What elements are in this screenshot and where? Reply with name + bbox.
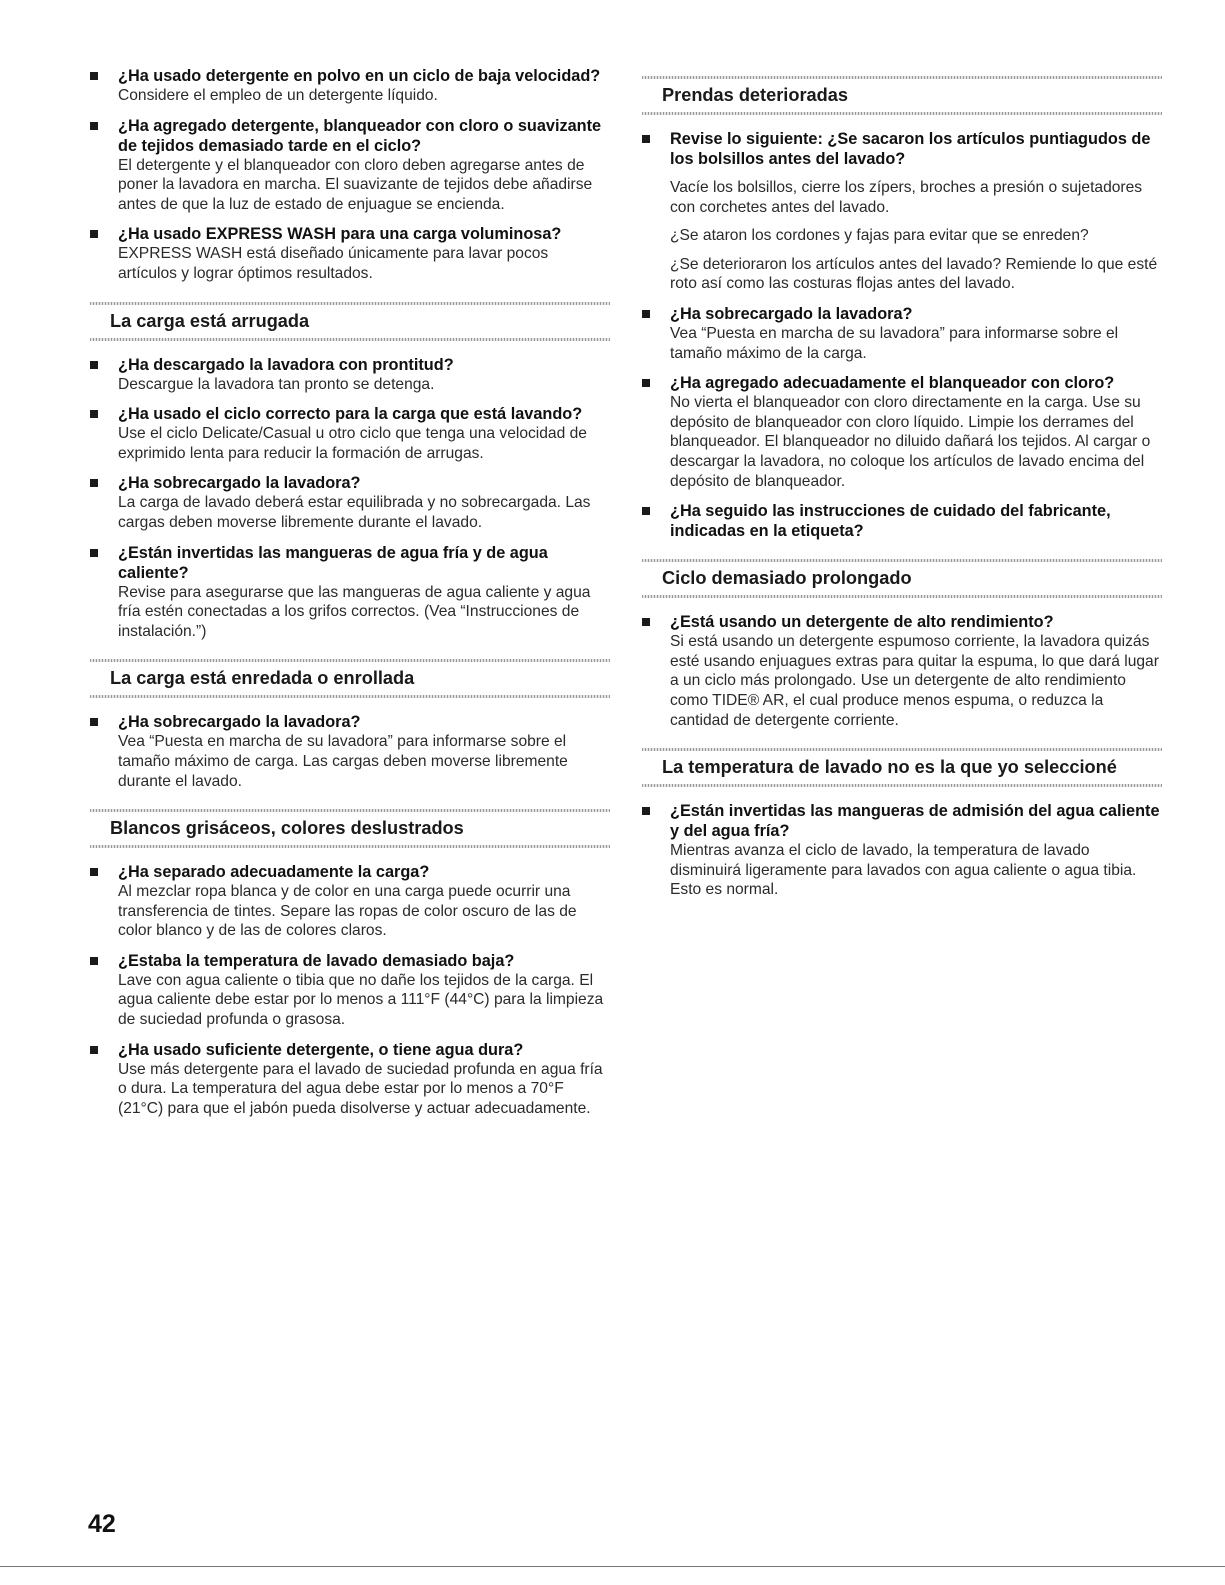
dotted-rule bbox=[90, 845, 610, 848]
faq-answer: Si está usando un detergente espumoso corriente, la lavadora quizás esté usando enjuagues extras para quitar la espuma, lo que dará lugar a un ciclo más prolongado. Use un detergente de alto rendimiento como TIDE® AR, el cual produce menos espuma, o reduzca la cantidad de detergente corriente. bbox=[670, 633, 1159, 729]
section-header bbox=[90, 809, 610, 848]
faq-answer: Revise para asegurarse que las mangueras de agua caliente y agua fría estén conectadas a los grifos correctos. (Vea “Instrucciones de instalación.”) bbox=[118, 583, 591, 640]
faq-answer: Vea “Puesta en marcha de su lavadora” para informarse sobre el tamaño máximo de carga. Las cargas deben moverse libremente durante el lavado. bbox=[118, 733, 568, 790]
section-heading: Ciclo demasiado prolongado bbox=[662, 568, 912, 589]
section-heading: La temperatura de lavado no es la que yo seleccioné bbox=[662, 757, 1117, 778]
square-bullet-icon bbox=[90, 230, 98, 238]
section-header bbox=[642, 559, 1162, 598]
faq-answer: Al mezclar ropa blanca y de color en una carga puede ocurrir una transferencia de tintes. Separe las ropas de color oscuro de las de color blanco y de las de colores claros. bbox=[118, 883, 577, 940]
square-bullet-icon bbox=[90, 868, 98, 876]
square-bullet-icon bbox=[90, 957, 98, 965]
faq-item bbox=[90, 355, 610, 395]
faq-answer: Lave con agua caliente o tibia que no dañe los tejidos de la carga. El agua caliente debe estar por lo menos a 111°F (44°C) para la limpieza de suciedad profunda o grasosa. bbox=[118, 971, 604, 1029]
faq-item bbox=[90, 1040, 610, 1119]
faq-item bbox=[90, 404, 610, 463]
square-bullet-icon bbox=[90, 361, 98, 369]
faq-answer: Considere el empleo de un detergente líquido. bbox=[118, 87, 438, 104]
section-header bbox=[642, 76, 1162, 115]
faq-item bbox=[642, 373, 1162, 491]
faq-item bbox=[642, 304, 1162, 363]
square-bullet-icon bbox=[642, 618, 650, 626]
faq-item bbox=[642, 501, 1162, 541]
faq-question: ¿Están invertidas las mangueras de agua fría y de agua caliente? bbox=[118, 543, 548, 582]
faq-question: ¿Están invertidas las mangueras de admisión del agua caliente y del agua fría? bbox=[670, 802, 1160, 841]
faq-item bbox=[642, 612, 1162, 730]
bottom-rule bbox=[0, 1566, 1225, 1567]
square-bullet-icon bbox=[642, 379, 650, 387]
square-bullet-icon bbox=[90, 122, 98, 130]
faq-answer: La carga de lavado deberá estar equilibrada y no sobrecargada. Las cargas deben moverse libremente durante el lavado. bbox=[118, 494, 591, 531]
right-column bbox=[642, 76, 1162, 910]
faq-question: ¿Ha agregado detergente, blanqueador con cloro o suavizante de tejidos demasiado tarde en el ciclo? bbox=[118, 116, 602, 155]
square-bullet-icon bbox=[90, 479, 98, 487]
dotted-rule bbox=[90, 695, 610, 698]
square-bullet-icon bbox=[90, 72, 98, 80]
dotted-rule bbox=[642, 112, 1162, 115]
faq-question: ¿Ha usado detergente en polvo en un ciclo de baja velocidad? bbox=[118, 67, 601, 85]
section-heading: Blancos grisáceos, colores deslustrados bbox=[110, 818, 464, 839]
faq-answer: EXPRESS WASH está diseñado únicamente para lavar pocos artículos y lograr óptimos resultados. bbox=[118, 245, 549, 282]
faq-item bbox=[90, 543, 610, 642]
section-header bbox=[642, 748, 1162, 787]
faq-answer: Mientras avanza el ciclo de lavado, la temperatura de lavado disminuirá ligeramente para lavados con agua caliente o agua tibia. Esto es normal. bbox=[670, 842, 1137, 899]
faq-item bbox=[90, 951, 610, 1030]
faq-answer: Use más detergente para el lavado de suciedad profunda en agua fría o dura. La temperatura del agua debe estar por lo menos a 70°F (21°C) para que el jabón pueda disolverse y actuar adecuadamente. bbox=[118, 1060, 603, 1117]
faq-answer: ¿Se ataron los cordones y fajas para evitar que se enreden? bbox=[670, 227, 1089, 245]
left-column bbox=[90, 66, 610, 1128]
faq-answer: Vacíe los bolsillos, cierre los zípers, broches a presión o sujetadores con corchetes antes del lavado. bbox=[670, 179, 1143, 216]
faq-answer: Descargue la lavadora tan pronto se detenga. bbox=[118, 375, 435, 393]
faq-item bbox=[642, 801, 1162, 900]
faq-item bbox=[90, 712, 610, 791]
square-bullet-icon bbox=[90, 718, 98, 726]
section-header bbox=[90, 659, 610, 698]
page-number: 42 bbox=[88, 1510, 116, 1538]
dotted-rule bbox=[642, 595, 1162, 598]
faq-item bbox=[90, 116, 610, 215]
faq-question: ¿Ha usado EXPRESS WASH para una carga voluminosa? bbox=[118, 225, 562, 244]
faq-question: ¿Ha seguido las instrucciones de cuidado del fabricante, indicadas en la etiqueta? bbox=[670, 502, 1111, 541]
faq-question: Revise lo siguiente: ¿Se sacaron los artículos puntiagudos de los bolsillos antes del lavado? bbox=[670, 130, 1151, 168]
square-bullet-icon bbox=[90, 410, 98, 418]
faq-question: ¿Ha descargado la lavadora con prontitud? bbox=[118, 355, 454, 374]
faq-item bbox=[642, 129, 1162, 294]
square-bullet-icon bbox=[642, 507, 650, 515]
faq-item bbox=[90, 66, 610, 106]
faq-answer: Use el ciclo Delicate/Casual u otro ciclo que tenga una velocidad de exprimido lenta para reducir la formación de arrugas. bbox=[118, 425, 587, 462]
faq-question: ¿Ha usado el ciclo correcto para la carga que está lavando? bbox=[118, 405, 583, 424]
faq-answer: ¿Se deterioraron los artículos antes del lavado? Remiende lo que esté roto así como las costuras flojas antes del lavado. bbox=[670, 255, 1158, 293]
square-bullet-icon bbox=[642, 807, 650, 815]
faq-question: ¿Ha usado suficiente detergente, o tiene agua dura? bbox=[118, 1040, 524, 1059]
faq-item bbox=[90, 862, 610, 941]
faq-question: ¿Estaba la temperatura de lavado demasiado baja? bbox=[118, 951, 515, 970]
dotted-rule bbox=[90, 338, 610, 341]
faq-answer: No vierta el blanqueador con cloro directamente en la carga. Use su depósito de blanqueador con cloro líquido. Limpie los derrames del blanqueador. El blanqueador no diluido dañará los tejidos. Al cargar o descargar la lavadora, no coloque los artículos de lavado encima del depósito de blanqueador. bbox=[670, 394, 1151, 490]
section-heading: Prendas deterioradas bbox=[662, 85, 848, 105]
faq-item bbox=[90, 473, 610, 532]
faq-question: ¿Está usando un detergente de alto rendimiento? bbox=[670, 613, 1054, 632]
faq-question: ¿Ha separado adecuadamente la carga? bbox=[118, 863, 430, 882]
faq-question: ¿Ha sobrecargado la lavadora? bbox=[118, 713, 361, 732]
faq-question: ¿Ha agregado adecuadamente el blanqueador con cloro? bbox=[670, 374, 1115, 393]
faq-answer: El detergente y el blanqueador con cloro deben agregarse antes de poner la lavadora en marcha. El suavizante de tejidos debe añadirse antes de que la luz de estado de enjuague se encienda. bbox=[118, 156, 593, 213]
faq-question: ¿Ha sobrecargado la lavadora? bbox=[670, 304, 913, 323]
section-heading: La carga está enredada o enrollada bbox=[110, 668, 415, 689]
square-bullet-icon bbox=[642, 135, 650, 143]
section-heading: La carga está arrugada bbox=[110, 310, 310, 331]
faq-item bbox=[90, 224, 610, 283]
section-header bbox=[90, 302, 610, 341]
dotted-rule bbox=[642, 784, 1162, 787]
faq-answer: Vea “Puesta en marcha de su lavadora” para informarse sobre el tamaño máximo de la carga. bbox=[670, 324, 1119, 362]
square-bullet-icon bbox=[90, 549, 98, 557]
square-bullet-icon bbox=[642, 310, 650, 318]
faq-question: ¿Ha sobrecargado la lavadora? bbox=[118, 474, 361, 493]
square-bullet-icon bbox=[90, 1046, 98, 1054]
